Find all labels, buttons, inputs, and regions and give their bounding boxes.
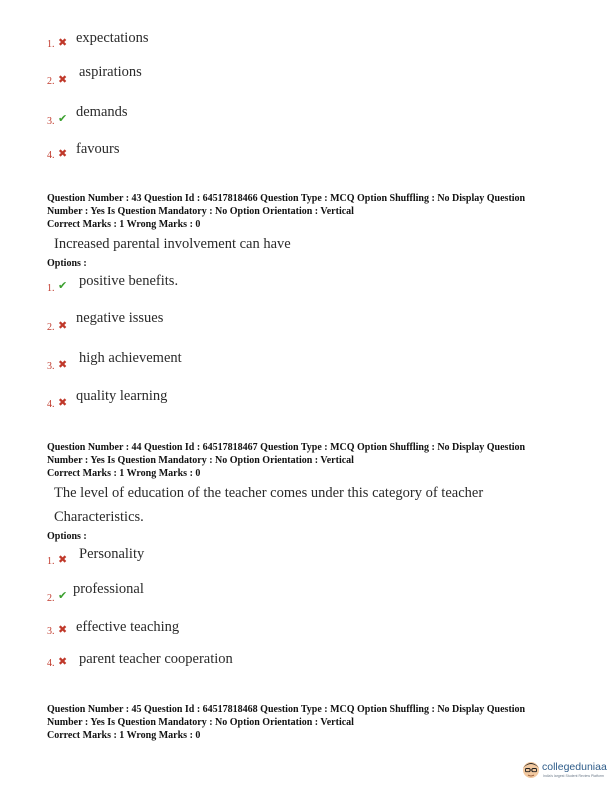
option-number: 1.	[47, 283, 55, 294]
cross-icon: ✖	[58, 396, 68, 409]
question-meta-line: Number : Yes Is Question Mandatory : No Option Orientation : Vertical	[47, 454, 354, 466]
option-number: 4.	[47, 150, 55, 161]
option-number: 2.	[47, 322, 55, 333]
option-row	[0, 388, 560, 412]
option-text: aspirations	[79, 64, 142, 80]
option-text: expectations	[76, 30, 149, 46]
question-meta-line: Number : Yes Is Question Mandatory : No Option Orientation : Vertical	[47, 716, 354, 728]
option-text: positive benefits.	[79, 273, 179, 289]
option-text: high achievement	[79, 350, 182, 366]
question-meta-line: Question Number : 44 Question Id : 64517818467 Question Type : MCQ Option Shuffling : No Display Question	[47, 442, 526, 453]
cross-icon: ✖	[58, 623, 68, 636]
option-text: effective teaching	[76, 619, 180, 635]
option-row	[0, 273, 560, 297]
question-meta	[47, 442, 567, 481]
option-number: 1.	[47, 39, 55, 50]
question-meta-line: Question Number : 45 Question Id : 64517818468 Question Type : MCQ Option Shuffling : No Display Question	[47, 704, 526, 715]
question-meta-line: Question Number : 43 Question Id : 64517818466 Question Type : MCQ Option Shuffling : No Display Question	[47, 193, 526, 204]
mascot-face-icon	[521, 758, 541, 780]
option-text: professional	[73, 581, 144, 597]
option-text: negative issues	[76, 310, 164, 326]
question-marks: Correct Marks : 1 Wrong Marks : 0	[47, 219, 201, 230]
option-number: 3.	[47, 116, 55, 127]
option-row	[0, 64, 560, 88]
option-number: 1.	[47, 556, 55, 567]
option-row	[0, 30, 560, 54]
cross-icon: ✖	[58, 358, 68, 371]
brand-name: collegeduniaa	[542, 761, 607, 773]
option-text: demands	[76, 104, 128, 120]
option-text: quality learning	[76, 388, 168, 404]
option-number: 4.	[47, 658, 55, 669]
options-label: Options :	[47, 531, 87, 542]
option-row	[0, 581, 560, 605]
option-row	[0, 310, 560, 334]
option-number: 2.	[47, 593, 55, 604]
question-meta-line: Number : Yes Is Question Mandatory : No Option Orientation : Vertical	[47, 205, 354, 217]
option-row	[0, 104, 560, 128]
option-number: 3.	[47, 361, 55, 372]
cross-icon: ✖	[58, 73, 68, 86]
brand-tagline: India's largest Student Review Platform	[543, 774, 604, 778]
cross-icon: ✖	[58, 147, 68, 160]
check-icon: ✔	[58, 279, 68, 292]
cross-icon: ✖	[58, 655, 68, 668]
option-number: 3.	[47, 626, 55, 637]
question-meta	[47, 193, 567, 232]
options-label: Options :	[47, 258, 87, 269]
option-row	[0, 619, 560, 643]
question-meta	[47, 704, 567, 743]
option-row	[0, 651, 560, 675]
option-row	[0, 141, 560, 165]
option-row	[0, 546, 560, 570]
question-marks: Correct Marks : 1 Wrong Marks : 0	[47, 468, 201, 479]
question-text-line: Characteristics.	[54, 509, 144, 525]
check-icon: ✔	[58, 589, 68, 602]
cross-icon: ✖	[58, 36, 68, 49]
option-number: 4.	[47, 399, 55, 410]
question-marks: Correct Marks : 1 Wrong Marks : 0	[47, 730, 201, 741]
option-number: 2.	[47, 76, 55, 87]
question-text: Increased parental involvement can have	[54, 236, 291, 252]
option-row	[0, 350, 560, 374]
check-icon: ✔	[58, 112, 68, 125]
cross-icon: ✖	[58, 319, 68, 332]
option-text: Personality	[79, 546, 145, 562]
option-text: parent teacher cooperation	[79, 651, 233, 667]
question-text-line: The level of education of the teacher comes under this category of teacher	[54, 485, 484, 501]
cross-icon: ✖	[58, 553, 68, 566]
option-text: favours	[76, 141, 120, 157]
brand-logo	[521, 758, 611, 784]
